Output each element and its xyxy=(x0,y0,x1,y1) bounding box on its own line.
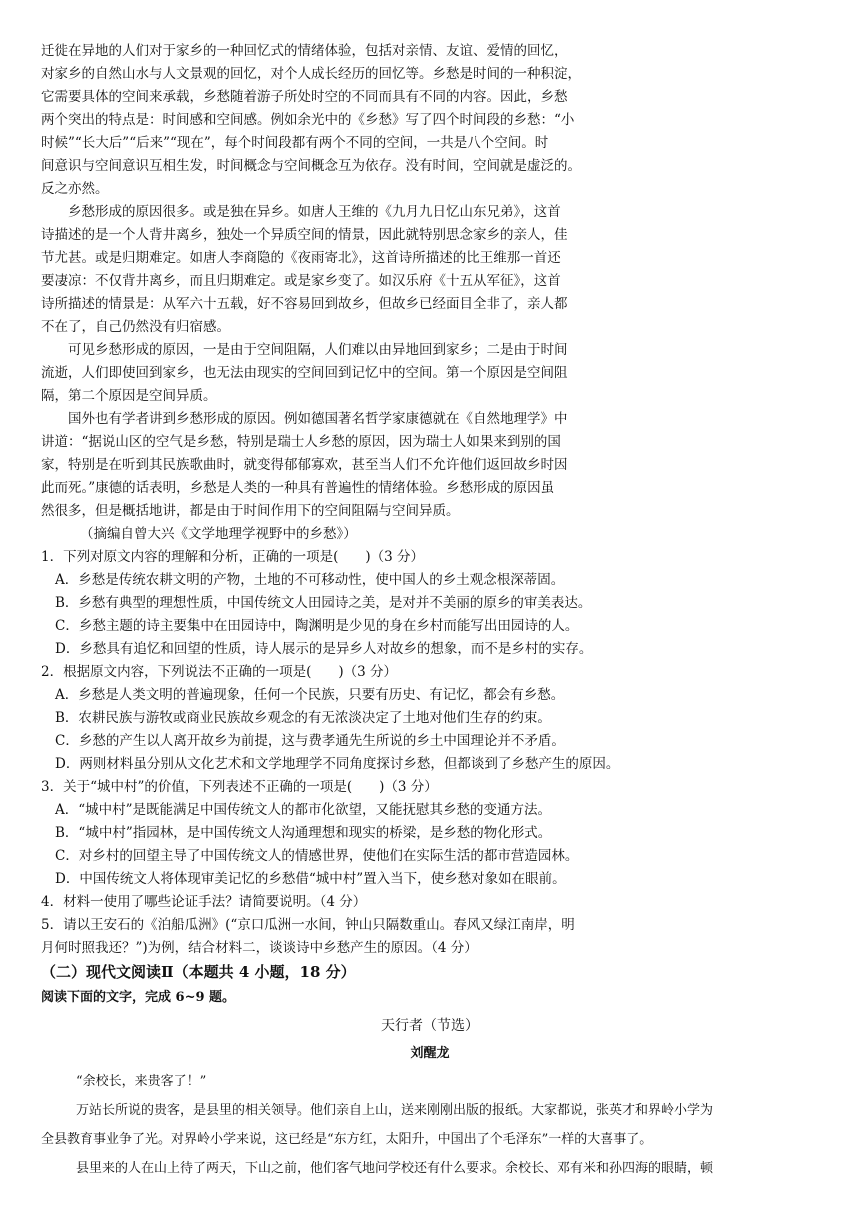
passage-line: 反之亦然。 xyxy=(41,181,109,197)
passage-line: 诗所描述的情景是：从军六十五载，好不容易回到故乡，但故乡已经面目全非了，亲人都 xyxy=(41,296,568,312)
question-3-option-b: B．“城中村”指园林，是中国传统文人沟通理想和现实的桥梁，是乡愁的物化形式。 xyxy=(55,825,552,841)
passage-line: 国外也有学者讲到乡愁形成的原因。例如德国著名哲学家康德就在《自然地理学》中 xyxy=(68,411,568,427)
question-1-option-a: A．乡愁是传统农耕文明的产物，土地的不可移动性，使中国人的乡土观念根深蒂固。 xyxy=(55,572,565,588)
question-1-option-c: C．乡愁主题的诗主要集中在田园诗中，陶渊明是少见的身在乡村而能写出田园诗的人。 xyxy=(55,618,579,634)
passage-line: 时候”“长大后”“后来”“现在”，每个时间段都有两个不同的空间，一共是八个空间。时 xyxy=(41,135,549,151)
passage-line: 不在了，自己仍然没有归宿感。 xyxy=(41,319,230,335)
question-stem-5-cont: 月何时照我还？”)为例，结合材料二，谈谈诗中乡愁产生的原因。（4 分） xyxy=(41,940,478,956)
passage-line: 迁徙在异地的人们对于家乡的一种回忆式的情绪体验，包括对亲情、友谊、爱情的回忆， xyxy=(41,43,568,59)
question-stem-3: 3．关于“城中村”的价值，下列表述不正确的一项是( )（3 分） xyxy=(41,779,438,795)
question-stem-1: 1．下列对原文内容的理解和分析，正确的一项是( )（3 分） xyxy=(41,549,425,565)
passage-line: 它需要具体的空间来承载，乡愁随着游子所处时空的不同而具有不同的内容。因此，乡愁 xyxy=(41,89,568,105)
passage-line: 讲道：“据说山区的空气是乡愁，特别是瑞士人乡愁的原因，因为瑞士人如果来到别的国 xyxy=(41,434,561,450)
story-title: 天行者（节选） xyxy=(381,1018,479,1034)
question-2-option-d: D．两则材料虽分别从文化艺术和文学地理学不同角度探讨乡愁，但都谈到了乡愁产生的原因。 xyxy=(55,756,620,772)
question-stem-5: 5．请以王安石的《泊船瓜洲》(“京口瓜洲一水间，钟山只隔数重山。春风又绿江南岸，明 xyxy=(41,917,575,933)
passage-line: 对家乡的自然山水与人文景观的回忆，对个人成长经历的回忆等。乡愁是时间的一种积淀， xyxy=(41,66,581,82)
source-citation: （摘编自曾大兴《文学地理学视野中的乡愁》） xyxy=(80,526,357,542)
question-2-option-b: B．农耕民族与游牧或商业民族故乡观念的有无浓淡决定了土地对他们生存的约束。 xyxy=(55,710,551,726)
question-2-option-c: C．乡愁的产生以人离开故乡为前提，这与费孝通先生所说的乡土中国理论并不矛盾。 xyxy=(55,733,565,749)
question-stem-2: 2．根据原文内容，下列说法不正确的一项是( )（3 分） xyxy=(41,664,398,680)
question-3-option-a: A．“城中村”是既能满足中国传统文人的都市化欲望，又能抚慰其乡愁的变通方法。 xyxy=(55,802,552,818)
story-author: 刘醒龙 xyxy=(410,1046,450,1061)
passage-line: 可见乡愁形成的原因，一是由于空间阻隔，人们难以由异地回到家乡；二是由于时间 xyxy=(68,342,568,358)
passage-line: 要凄凉：不仅背井离乡，而且归期难定。或是家乡变了。如汉乐府《十五从军征》，这首 xyxy=(41,273,561,289)
passage-line: 流逝，人们即使回到家乡，也无法由现实的空间回到记忆中的空间。第一个原因是空间阻 xyxy=(41,365,568,381)
passage-line: 隔，第二个原因是空间异质。 xyxy=(41,388,217,404)
section-instruction: 阅读下面的文字，完成 6~9 题。 xyxy=(41,990,236,1005)
question-1-option-b: B．乡愁有典型的理想性质，中国传统文人田园诗之美，是对并不美丽的原乡的审美表达。 xyxy=(55,595,592,611)
story-line: 县里来的人在山上待了两天，下山之前，他们客气地问学校还有什么要求。余校长、邓有米和孙四海的眼睛，顿 xyxy=(76,1161,714,1176)
story-line: 全县教育事业争了光。对界岭小学来说，这已经是“东方红，太阳升，中国出了个毛泽东”一样的大喜事了。 xyxy=(41,1132,653,1147)
question-2-option-a: A．乡愁是人类文明的普遍现象，任何一个民族，只要有历史、有记忆，都会有乡愁。 xyxy=(55,687,565,703)
story-line: “余校长，来贵客了！” xyxy=(76,1074,207,1089)
story-line: 万站长所说的贵客，是县里的相关领导。他们亲自上山，送来刚刚出版的报纸。大家都说，张英才和界岭小学为 xyxy=(76,1103,714,1118)
passage-line: 节尤甚。或是归期难定。如唐人李商隐的《夜雨寄北》，这首诗所描述的比王维那一首还 xyxy=(41,250,561,266)
passage-line: 家，特别是在听到其民族歌曲时，就变得郁郁寡欢，甚至当人们不允许他们返回故乡时因 xyxy=(41,457,568,473)
passage-line: 间意识与空间意识互相生发，时间概念与空间概念互为依存。没有时间，空间就是虚泛的。 xyxy=(41,158,581,174)
question-3-option-d: D．中国传统文人将体现审美记忆的乡愁借“城中村”置入当下，使乡愁对象如在眼前。 xyxy=(55,871,566,887)
section-heading: （二）现代文阅读Ⅱ（本题共 4 小题，18 分） xyxy=(41,963,356,981)
passage-line: 诗描述的是一个人背井离乡，独处一个异质空间的情景，因此就特别思念家乡的亲人，佳 xyxy=(41,227,568,243)
passage-line: 两个突出的特点是：时间感和空间感。例如余光中的《乡愁》写了四个时间段的乡愁：“小 xyxy=(41,112,575,128)
passage-line: 乡愁形成的原因很多。或是独在异乡。如唐人王维的《九月九日忆山东兄弟》，这首 xyxy=(68,204,561,220)
question-stem-4: 4．材料一使用了哪些论证手法？请简要说明。（4 分） xyxy=(41,894,367,910)
passage-line: 然很多，但是概括地讲，都是由于时间作用下的空间阻隔与空间异质。 xyxy=(41,503,460,519)
passage-line: 此而死。”康德的话表明，乡愁是人类的一种具有普遍性的情绪体验。乡愁形成的原因虽 xyxy=(41,480,555,496)
question-3-option-c: C．对乡村的回望主导了中国传统文人的情感世界，使他们在实际生活的都市营造园林。 xyxy=(55,848,579,864)
question-1-option-d: D．乡愁具有追忆和回望的性质，诗人展示的是异乡人对故乡的想象，而不是乡村的实存。 xyxy=(55,641,593,657)
